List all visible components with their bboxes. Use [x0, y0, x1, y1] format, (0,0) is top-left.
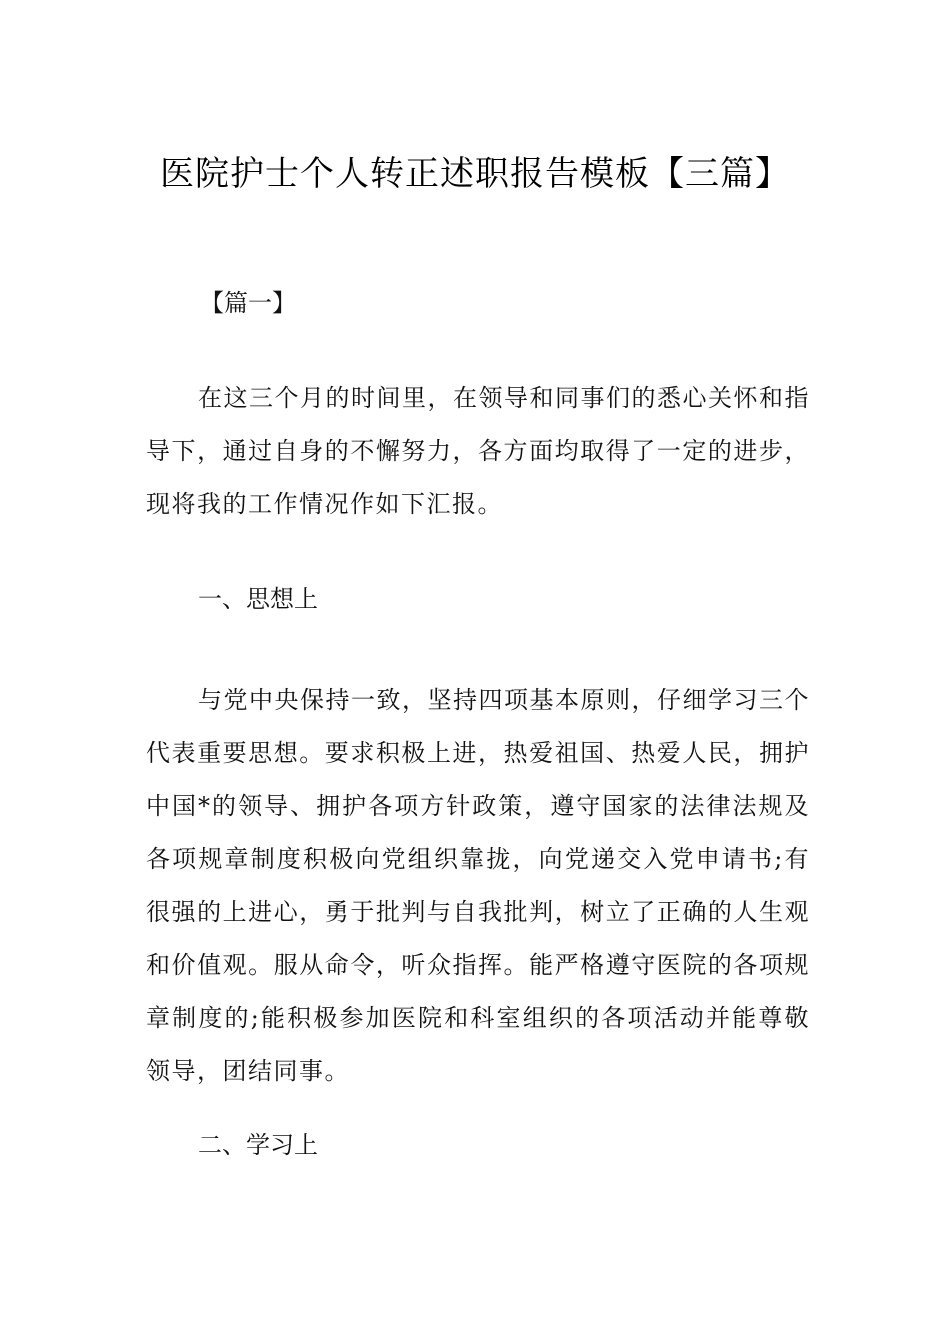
section-heading-thought: 一、思想上: [198, 585, 318, 613]
intro-paragraph: 在这三个月的时间里，在领导和同事们的悉心关怀和指导下，通过自身的不懈努力，各方面均取得了一定的进步，现将我的工作情况作如下汇报。: [146, 384, 810, 518]
section-heading-study: 二、学习上: [198, 1131, 318, 1159]
section-paragraph-thought: 与党中央保持一致，坚持四项基本原则，仔细学习三个代表重要思想。要求积极上进，热爱祖国、热爱人民，拥护中国*的领导、拥护各项方针政策，遵守国家的法律法规及各项规章制度积极向党组织靠拢，向党递交入党申请书;有很强的上进心，勇于批判与自我批判，树立了正确的人生观和价值观。服从命令，听众指挥。能严格遵守医院的各项规章制度的;能积极参加医院和科室组织的各项活动并能尊敬领导，团结同事。: [146, 686, 810, 1085]
part-label: 【篇一】: [200, 289, 296, 317]
document-title: 医院护士个人转正述职报告模板【三篇】: [160, 154, 790, 194]
